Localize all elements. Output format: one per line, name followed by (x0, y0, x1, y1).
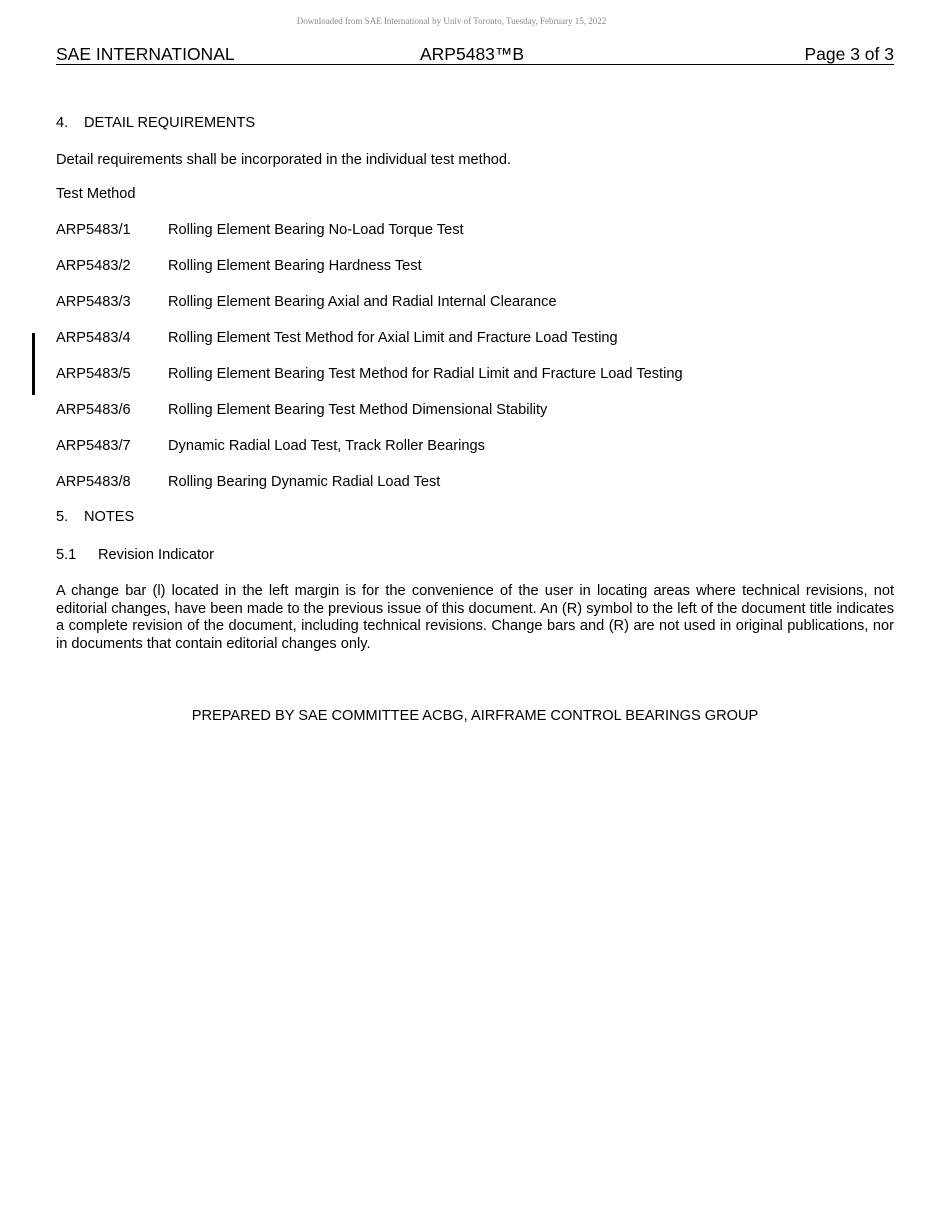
method-title: Rolling Element Bearing Hardness Test (168, 258, 422, 274)
method-code: ARP5483/6 (56, 402, 131, 418)
method-title: Rolling Bearing Dynamic Radial Load Test (168, 474, 441, 490)
revision-indicator-paragraph: A change bar (l) located in the left margin is for the convenience of the user in locating areas where technical revisions, not editorial changes, have been made to the previous issue of this document. An (R) symbol to the left of the document title indicates a complete revision of the document, including technical revisions. Change bars and (R) are not used in original publications, nor in documents that contain editorial changes only. (56, 583, 894, 652)
test-method-label: Test Method (56, 186, 136, 202)
method-title: Dynamic Radial Load Test, Track Roller Bearings (168, 438, 485, 454)
method-code: ARP5483/7 (56, 438, 131, 454)
test-method-row (56, 294, 894, 311)
method-code: ARP5483/4 (56, 330, 131, 346)
method-title: Rolling Element Bearing No-Load Torque Test (168, 222, 464, 238)
method-code: ARP5483/5 (56, 366, 131, 382)
subsection-title: Revision Indicator (98, 547, 214, 563)
test-method-row (56, 474, 894, 491)
section-4-heading (56, 115, 894, 134)
test-method-row (56, 222, 894, 239)
header-page-number: Page 3 of 3 (804, 44, 894, 64)
header-org: SAE INTERNATIONAL (56, 44, 235, 64)
method-code: ARP5483/2 (56, 258, 131, 274)
test-method-row (56, 438, 894, 455)
section-number: 4. (56, 115, 69, 131)
document-body (56, 115, 894, 725)
page-header (56, 44, 894, 65)
change-bar (32, 333, 35, 395)
prepared-by-statement: PREPARED BY SAE COMMITTEE ACBG, AIRFRAME CONTROL BEARINGS GROUP (191, 708, 759, 724)
method-title: Rolling Element Bearing Test Method for Radial Limit and Fracture Load Testing (168, 366, 683, 382)
section-title: NOTES (84, 509, 135, 525)
method-title: Rolling Element Bearing Axial and Radial Internal Clearance (168, 294, 557, 310)
method-code: ARP5483/1 (56, 222, 131, 238)
method-code: ARP5483/8 (56, 474, 131, 490)
method-title: Rolling Element Bearing Test Method Dimensional Stability (168, 402, 548, 418)
section-5-heading (56, 509, 894, 528)
section-title: DETAIL REQUIREMENTS (84, 115, 256, 131)
section-number: 5. (56, 509, 69, 525)
subsection-number: 5.1 (56, 547, 77, 563)
method-title: Rolling Element Test Method for Axial Limit and Fracture Load Testing (168, 330, 618, 346)
test-method-row (56, 366, 894, 383)
test-method-row (56, 402, 894, 419)
header-doc-id: ARP5483™B (420, 44, 525, 64)
test-method-row (56, 258, 894, 275)
section-4-intro: Detail requirements shall be incorporated in the individual test method. (56, 152, 512, 168)
method-code: ARP5483/3 (56, 294, 131, 310)
subsection-5-1-heading (56, 547, 894, 564)
test-method-list (56, 222, 894, 491)
download-watermark: Downloaded from SAE International by Univ of Toronto, Tuesday, February 15, 2022 (296, 16, 607, 26)
test-method-row (56, 330, 894, 347)
